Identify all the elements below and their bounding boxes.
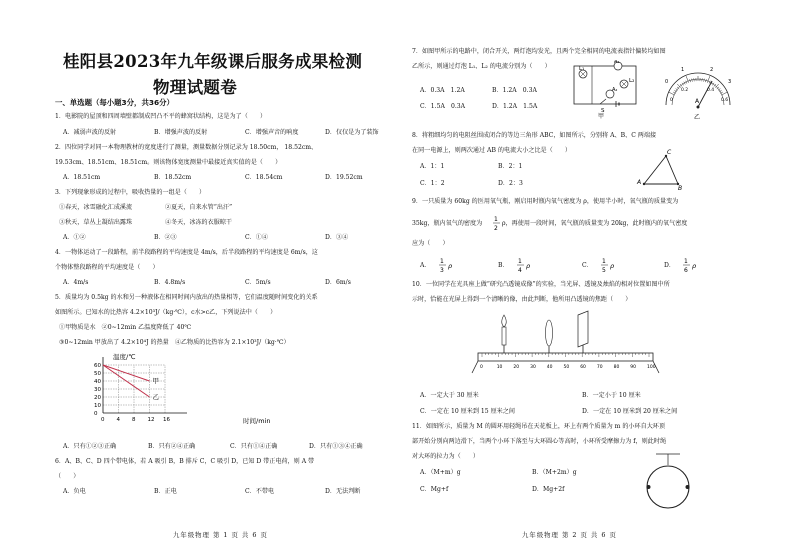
candle-flame	[502, 315, 507, 327]
q2-option-b: B．18.52cm	[154, 174, 192, 181]
chart-grid	[103, 365, 165, 413]
q5-line1: 5．质量均为 0.5kg 的水和另一种液体在相同时间内放出的热量相等，它们温度随时间变化的关系	[55, 294, 318, 301]
q7-option-d: D．1.2A 1.5A	[492, 103, 538, 110]
q6-line2: （ ）	[55, 473, 80, 480]
q3-option-d: D．③④	[325, 234, 349, 241]
dial-outer-label-3: 3	[728, 79, 732, 85]
q6-line1: 6．A、B、C、D 四个带电体，若 A 吸引 B，B 排斥 C，C 吸引 D，已知 D 带正电荷，则 A 带	[55, 458, 315, 465]
svg-text:1: 1	[518, 258, 522, 265]
convex-lens	[546, 320, 553, 346]
q5-option-d: D．只有①③④正确	[309, 443, 363, 450]
q2-option-a: A．18.51cm	[63, 174, 101, 181]
svg-text:6: 6	[684, 267, 688, 274]
q4-line1: 4．一物体运动了一段路程，前半段路程的平均速度是 4m/s，后半段路程的平均速度是 6m/s，这	[55, 249, 318, 256]
y-tick-label: 20	[94, 395, 101, 401]
q3-statement-3: ③秋天，草丛上凝结出露珠	[59, 219, 133, 226]
q11-line1: 11．如图所示，质量为 M 的圆环用轻绳吊在天花板上，环上有两个质量为 m 的小环自大环顶	[412, 423, 665, 430]
svg-text:1: 1	[602, 258, 606, 265]
q11-line3: 对大环的拉力为（ ）	[412, 453, 480, 460]
left-page	[55, 0, 390, 550]
q5-option-b: B．只有②④正确	[148, 443, 196, 450]
label-s: S	[601, 108, 605, 114]
q4-option-b: B．4.8m/s	[154, 279, 186, 286]
y-tick-label: 60	[94, 363, 101, 369]
q9-option-b-value	[516, 256, 536, 276]
q1-option-c: C．增强声音的响度	[245, 129, 299, 136]
q11-option-c: C．Mg+f	[420, 486, 449, 493]
q8-option-a: A．1：1	[420, 163, 445, 170]
q3-statement-4: ④冬天，冰冻的衣服晾干	[165, 219, 233, 226]
q3-option-b: B．②③	[154, 234, 177, 241]
frac-half-numerator: 1	[494, 216, 498, 223]
q7-line1: 7．如图甲所示的电路中，闭合开关，两灯泡均发光，且两个完全相同的电流表指针偏转均如图	[412, 48, 666, 55]
ruler-label: 50	[563, 365, 570, 370]
chart-y-axis-label: 温度/℃	[113, 353, 136, 361]
x-tick-label: 16	[163, 417, 170, 423]
dial-unit: A	[695, 98, 700, 105]
q3-statement-2: ②夏天，自来水管“出汗”	[165, 204, 233, 211]
ruler-label: 100	[647, 365, 656, 370]
svg-text:ρ: ρ	[526, 262, 531, 270]
q8-line2: 在同一电源上，则两次通过 AB 的电流大小之比是（ ）	[412, 147, 572, 154]
switch-symbol	[600, 99, 606, 104]
q1-option-a: A．减弱声波的反射	[63, 129, 117, 136]
dial-inner-label-2: 0.4	[707, 88, 715, 93]
svg-text:ρ: ρ	[610, 262, 615, 270]
x-tick-label: 8	[132, 417, 136, 423]
q1-stem: 1．电影院的屋顶和四周墙壁都制成凹凸不平的蜂窝状结构，这是为了（ ）	[55, 113, 267, 120]
q8-option-d: D．2：3	[498, 180, 523, 187]
exam-title: 桂阳县2023年九年级课后服务成果检测	[63, 52, 363, 71]
q11-option-b: B．（M+2m）g	[532, 469, 577, 476]
series-label-2: 乙	[152, 393, 159, 401]
q10-line1: 10．一位同学在光具座上做“研究凸透镜成像”的实验，当光屏、透镜及烛焰的相对位置如图中所	[412, 281, 670, 288]
chart-series	[103, 365, 160, 401]
q1-option-d: D．仅仅是为了装饰	[325, 129, 379, 136]
exam-subtitle: 物理试题卷	[153, 78, 237, 97]
q3-option-a: A．①②	[63, 234, 86, 241]
small-ring-right	[686, 485, 690, 489]
series-line-2	[103, 365, 150, 397]
q9-line2a: 35kg，瓶内氧气的密度为	[412, 220, 483, 227]
svg-text:ρ: ρ	[692, 262, 697, 270]
circuit-diagram	[570, 60, 640, 120]
q9-line1: 9．一只质量为 60kg 的医用氧气瓶，刚启用时瓶内氧气密度为 ρ，使用半小时，氧气瓶的质量变为	[412, 198, 679, 205]
svg-text:3: 3	[440, 267, 444, 274]
circuit-figure-label: 甲	[598, 113, 605, 120]
q6-option-d: D．无法判断	[325, 488, 361, 495]
q8-line1: 8．将粗细均匀的电阻丝围成闭合的等边三角形 ABC，如图所示，分别将 A、B、C 两端接	[412, 132, 657, 139]
q9-line2b: ρ，再使用一段时间，氧气瓶的质量变为 20kg，此时瓶内的氧气密度	[502, 220, 688, 227]
q7-option-a: A．0.3A 1.2A	[420, 87, 465, 94]
q5-statement-1: ①甲物质是水 ②0~12min 乙温度降低了 40℃	[59, 324, 192, 331]
label-a1: A₁	[614, 60, 620, 65]
q8-option-c: C．1：2	[420, 180, 445, 187]
q2-option-c: C．18.54cm	[245, 174, 283, 181]
q10-option-c: C．一定在 10 厘米到 15 厘米之间	[420, 408, 515, 415]
ring-diagram	[646, 452, 690, 514]
q3-option-c: C．①④	[245, 234, 268, 241]
q10-option-d: D．一定在 10 厘米到 20 厘米之间	[582, 408, 678, 415]
optical-bench-diagram	[470, 303, 665, 385]
small-ring-left	[647, 485, 651, 489]
q9-option-d-value	[682, 256, 702, 276]
dial-figure-label: 乙	[694, 114, 701, 121]
ruler-label: 0	[480, 365, 483, 370]
q9-option-a-value	[438, 256, 458, 276]
dial-needle	[698, 81, 715, 107]
q11-option-a: A．（M+m）g	[420, 469, 461, 476]
series-label-1: 甲	[152, 377, 159, 385]
chart-axes	[103, 357, 187, 413]
light-screen	[578, 311, 588, 347]
q6-option-a: A．负电	[63, 488, 86, 495]
svg-text:5: 5	[602, 267, 606, 274]
q9-option-c: C．	[582, 262, 593, 269]
dial-outer-label-2: 2	[710, 67, 714, 73]
q5-option-a: A．只有①②③正确	[63, 443, 117, 450]
svg-text:ρ: ρ	[448, 262, 453, 270]
q10-option-a: A．一定大于 30 厘米	[420, 392, 479, 399]
q4-option-c: C．5m/s	[245, 279, 271, 286]
q9-option-a: A．	[420, 262, 431, 269]
dial-tick	[704, 79, 705, 82]
q5-line2: 如图所示。已知水的比热容 4.2×10³J/（kg·℃），c水>c乙，下列说法中（ ）	[55, 309, 277, 316]
q8-option-b: B．2：1	[498, 163, 523, 170]
label-l1: L₁	[579, 66, 585, 72]
q6-option-b: B．正电	[154, 488, 177, 495]
y-tick-label: 0	[94, 411, 98, 417]
dial-tick	[692, 79, 693, 82]
q2-line2: 19.53cm、18.51cm、18.51cm。则该物体宽度测量中最接近真实值的是（ ）	[55, 159, 282, 166]
q10-line2: 示时，恰能在光屏上得到一个清晰的像，由此判断，他所用凸透镜的焦距（ ）	[412, 296, 632, 303]
x-tick-label: 4	[116, 417, 120, 423]
frac-half-denominator: 2	[494, 225, 498, 232]
x-tick-label: 0	[101, 417, 105, 423]
vertex-b-label: B	[678, 185, 683, 190]
y-tick-label: 10	[94, 403, 101, 409]
q7-option-c: C．1.5A 0.3A	[420, 103, 466, 110]
right-page	[412, 0, 752, 550]
vertex-a-label: A	[637, 179, 642, 186]
q3-stem: 3．下列现象形成的过程中，吸收热量的一组是（ ）	[55, 189, 206, 196]
q4-option-d: D．6m/s	[325, 279, 351, 286]
q4-line2: 个物体整段路程的平均速度是（ ）	[55, 264, 159, 271]
q5-option-c: C．只有①④正确	[230, 443, 278, 450]
dial-outer-label-0: 0	[665, 79, 669, 85]
label-l2: L₂	[629, 78, 635, 84]
ruler-label: 60	[580, 365, 586, 370]
section-heading: 一、单选题（每小题3分，共36分）	[55, 98, 174, 107]
q2-option-d: D．19.52cm	[325, 174, 363, 181]
q7-option-b: B．1.2A 0.3A	[492, 87, 537, 94]
q7-line2: 乙所示，则通过灯泡 L₁、L₂ 的电流分别为（ ）	[412, 63, 551, 70]
page-footer-1: 九年级物理 第 1 页 共 6 页	[173, 531, 268, 539]
series-line-1	[103, 365, 150, 381]
temperature-time-chart	[75, 351, 275, 431]
label-a2: A₂	[612, 87, 618, 93]
candle	[502, 327, 506, 345]
ruler-label: 90	[630, 365, 637, 370]
chart-x-axis-label: 时间/min	[243, 417, 271, 425]
q11-line2: 部开始分别向两边滑下，当两个小环下落至与大环圆心等高时，小环所受摩擦力为 f，则此时绳	[412, 438, 667, 445]
x-tick-label: 12	[147, 417, 155, 423]
q9-line3: 应为（ ）	[412, 240, 449, 247]
dial-inner-label-0: 0	[670, 98, 673, 103]
ruler-label: 10	[496, 365, 503, 370]
q9-option-b: B．	[498, 262, 509, 269]
ruler-label: 70	[596, 365, 603, 370]
y-tick-label: 30	[94, 387, 101, 393]
triangle-diagram	[634, 148, 684, 190]
q10-option-b: B．一定小于 10 厘米	[582, 392, 641, 399]
ammeter-dial	[654, 63, 739, 123]
y-tick-label: 40	[94, 379, 101, 385]
q1-option-b: B．增强声波的反射	[154, 129, 208, 136]
y-tick-label: 50	[94, 371, 101, 377]
ruler-label: 30	[530, 365, 536, 370]
ruler-label: 20	[513, 365, 520, 370]
fraction-one-half	[492, 214, 502, 234]
vertex-c-label: C	[667, 149, 672, 156]
q9-option-d: D．	[664, 262, 675, 269]
q2-line1: 2．四位同学对同一本物理教材的宽度进行了测量，测量数据分别记录为 18.50cm， 18.52cm、	[55, 144, 318, 151]
dial-inner-label-1: 0.2	[681, 88, 689, 93]
chart-tick-labels	[94, 363, 170, 423]
dial-inner-label-3: 0.6	[721, 98, 729, 103]
q11-option-d: D．Mg+2f	[532, 486, 565, 493]
dial-tick	[690, 79, 691, 82]
svg-text:4: 4	[518, 267, 522, 274]
svg-text:1: 1	[684, 258, 688, 265]
dial-outer-label-1: 1	[681, 67, 685, 73]
q6-option-c: C．不带电	[245, 488, 275, 495]
q9-option-c-value	[600, 256, 620, 276]
ruler-label: 40	[546, 365, 553, 370]
dial-tick	[706, 79, 707, 82]
ruler-label: 80	[613, 365, 620, 370]
q3-statement-1: ①春天，冰雪融化汇成溪流	[59, 204, 133, 211]
q4-option-a: A．4m/s	[63, 279, 89, 286]
page-footer-2: 九年级物理 第 2 页 共 6 页	[522, 531, 617, 539]
svg-text:1: 1	[440, 258, 444, 265]
q5-statement-2: ③0~12min 甲放出了 4.2×10⁴J 的热量 ④乙物质的比热容为 2.1×10³J/（kg·℃）	[59, 339, 290, 346]
large-ring	[647, 466, 689, 508]
